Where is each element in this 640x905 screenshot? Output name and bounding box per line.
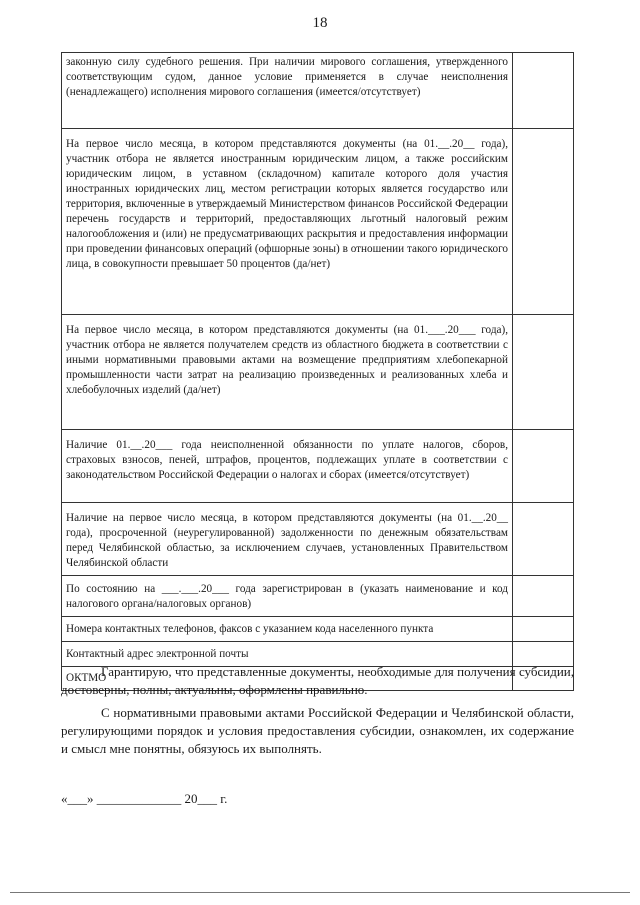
row-answer-cell[interactable] [513,430,574,503]
table-row [62,503,574,576]
acknowledge-paragraph: С нормативными правовыми актами Российской Федерации и Челябинской области, регулирующими порядок и условия предоставления субсидии, ознакомлен, их содержание и смысл мне понятны, обязуюсь их выполнять. [61,705,574,756]
table-row [62,576,574,617]
row-answer-cell[interactable] [513,576,574,617]
table-row [62,129,574,315]
row-question-text: На первое число месяца, в котором представляются документы (на 01.___.20___ года), участник отбора не является получателем средств из областного бюджета в соответствии с иными нормативными правовыми актами на возмещение предприятиям хлебопекарной промышленности части затрат на реализацию произведенных и реализованных хлеба и хлебобулочных изделий (да/нет) [62,315,513,430]
row-question-text: По состоянию на ___.___.20___ года зарегистрирован в (указать наименование и код налогового органа/налоговых органов) [62,576,513,617]
row-answer-cell[interactable] [513,617,574,642]
questionnaire-table [61,52,574,691]
table-row [62,617,574,642]
row-question-text: Номера контактных телефонов, факсов с указанием кода населенного пункта [62,617,513,642]
row-question-text: законную силу судебного решения. При наличии мирового соглашения, утвержденного соответствующим судом, данное условие применяется в случае неисполнения (ненадлежащего) исполнения мирового соглашения (имеется/отсутствует) [62,53,513,129]
row-question-text: Наличие 01.__.20___ года неисполненной обязанности по уплате налогов, сборов, страховых взносов, пеней, штрафов, процентов, подлежащих уплате в соответствии с законодательством Российской Федерации о налогах и сборах (имеется/отсутствует) [62,430,513,503]
row-question-text: Контактный адрес электронной почты [62,642,513,667]
row-answer-cell[interactable] [513,503,574,576]
signature-date-line: «___» _____________ 20___ г. [61,791,228,806]
row-answer-cell[interactable] [513,53,574,129]
row-question-text: ОКТМО [62,667,513,691]
guarantee-paragraph: Гарантирую, что представленные документы, необходимые для получения субсидии, достоверны, полны, актуальны, оформлены правильно. [61,664,574,697]
row-question-text: Наличие на первое число месяца, в котором представляются документы (на 01.__.20__ года), просроченной (неурегулированной) задолженности по денежным обязательствам перед Челябинской областью, за исключением случаев, установленных Правительством Челябинской области [62,503,513,576]
page-number: 18 [312,15,328,31]
row-answer-cell[interactable] [513,315,574,430]
table-row [62,53,574,129]
row-answer-cell[interactable] [513,129,574,315]
row-question-text: На первое число месяца, в котором представляются документы (на 01.__.20__ года), участник отбора не является иностранным юридическим лицом, а также российским юридическим лицом, в уставном (складочном) капитале которого доля участия иностранных юридических лиц, местом регистрации которых является государство или территория, включенные в утверждаемый Министерством финансов Российской Федерации перечень государств и территорий, предоставляющих льготный налоговый режим налогообложения и (или) не предусматривающих раскрытия и предоставления информации при проведении финансовых операций (офшорные зоны) в отношении такого юридического лица, в совокупности превышает 50 процентов (да/нет) [62,129,513,315]
table-row [62,430,574,503]
table-row [62,315,574,430]
page-bottom-rule [10,892,630,893]
